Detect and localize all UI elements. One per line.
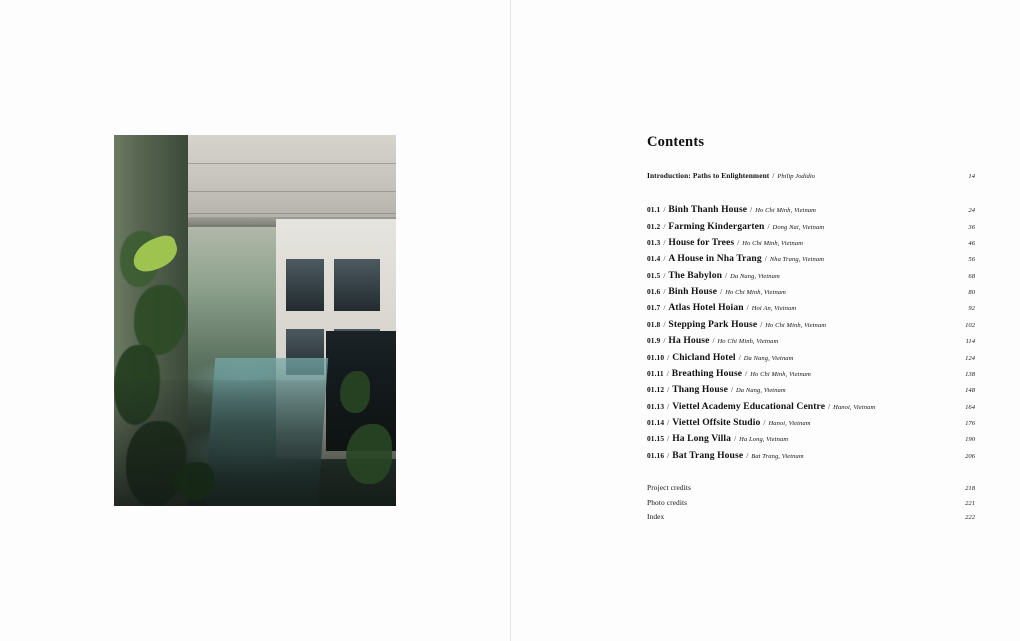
entry-title: Farming Kindergarten bbox=[668, 220, 765, 232]
entry-location: Da Nang, Vietnam bbox=[730, 272, 780, 280]
toc-row[interactable] bbox=[647, 417, 975, 429]
entry-title: Index bbox=[647, 512, 665, 522]
separator: / bbox=[738, 352, 741, 362]
separator: / bbox=[772, 171, 775, 180]
entry-location: Ho Chi Minh, Vietnam bbox=[750, 370, 811, 378]
shrub bbox=[346, 424, 392, 484]
entry-title: Breathing House bbox=[671, 367, 743, 379]
separator: / bbox=[663, 270, 666, 280]
separator: / bbox=[730, 385, 734, 395]
entry-title: Viettel Offsite Studio bbox=[672, 417, 761, 429]
page-number: 92 bbox=[968, 305, 975, 313]
separator: / bbox=[663, 319, 666, 329]
toc-row[interactable] bbox=[647, 384, 975, 396]
entry-title: Project credits bbox=[647, 483, 691, 493]
entry-title: Binh Thanh House bbox=[668, 204, 748, 216]
entry-location: Dong Nai, Vietnam bbox=[772, 223, 825, 231]
entry-title: Stepping Park House bbox=[668, 318, 758, 330]
entry-title: Ha House bbox=[668, 335, 710, 347]
entry-location: Da Nang, Vietnam bbox=[736, 387, 786, 395]
right-page bbox=[511, 0, 1020, 641]
entry-number: 01.12 bbox=[647, 385, 665, 395]
entry-title: Chicland Hotel bbox=[672, 351, 736, 363]
separator: / bbox=[737, 237, 740, 247]
entry-number: 01.14 bbox=[647, 418, 665, 428]
entry-location: Hanoi, Vietnam bbox=[768, 420, 811, 428]
toc-row[interactable] bbox=[647, 221, 975, 233]
separator: / bbox=[667, 434, 670, 444]
separator: / bbox=[663, 287, 666, 297]
separator: / bbox=[666, 368, 669, 378]
entry-title: The Babylon bbox=[668, 269, 723, 281]
entry-number: 01.9 bbox=[647, 336, 661, 346]
separator: / bbox=[667, 418, 670, 428]
separator: / bbox=[746, 450, 749, 460]
entry-number: 01.16 bbox=[647, 450, 665, 460]
separator: / bbox=[663, 205, 666, 215]
entry-location: Da Nang, Vietnam bbox=[743, 354, 794, 362]
entry-title: A House in Nha Trang bbox=[668, 253, 762, 265]
separator: / bbox=[663, 303, 666, 313]
entry-title: Binh House bbox=[668, 286, 718, 298]
page-number: 114 bbox=[965, 338, 975, 346]
separator: / bbox=[763, 418, 766, 428]
toc-row[interactable] bbox=[647, 368, 975, 380]
toc-entry-list bbox=[647, 204, 975, 462]
table-of-contents bbox=[647, 134, 975, 527]
separator: / bbox=[828, 401, 831, 411]
separator: / bbox=[767, 221, 770, 231]
page-number: 46 bbox=[968, 239, 975, 247]
entry-location: Nha Trang, Vietnam bbox=[769, 256, 825, 264]
entry-location: Hoi An, Vietnam bbox=[751, 305, 797, 313]
entry-number: 01.6 bbox=[647, 287, 661, 297]
page-number: 222 bbox=[965, 514, 975, 522]
separator: / bbox=[750, 205, 753, 215]
page-number: 80 bbox=[968, 289, 975, 297]
separator: / bbox=[667, 385, 670, 395]
entry-number: 01.2 bbox=[647, 221, 661, 231]
page-number: 164 bbox=[965, 403, 975, 411]
potted-plant bbox=[340, 371, 370, 413]
entry-number: 01.11 bbox=[647, 368, 664, 378]
page-number: 124 bbox=[965, 354, 975, 362]
toc-row[interactable] bbox=[647, 433, 975, 445]
separator: / bbox=[760, 319, 763, 329]
toc-row[interactable] bbox=[647, 270, 975, 282]
ground-cover bbox=[174, 462, 214, 500]
page-number: 148 bbox=[965, 387, 975, 395]
page-number: 176 bbox=[965, 420, 975, 428]
entry-number: 01.4 bbox=[647, 254, 661, 264]
toc-row[interactable] bbox=[647, 335, 975, 347]
photo-frame bbox=[114, 135, 396, 506]
toc-row-introduction[interactable] bbox=[647, 171, 975, 181]
separator: / bbox=[725, 270, 728, 280]
courtyard-house-photo bbox=[114, 135, 396, 506]
toc-row-back-matter[interactable] bbox=[647, 498, 975, 508]
toc-row-back-matter[interactable] bbox=[647, 512, 975, 522]
entry-number: 01.10 bbox=[647, 352, 665, 362]
separator: / bbox=[712, 336, 715, 346]
entry-location: Ho Chi Minh, Vietnam bbox=[742, 239, 804, 247]
entry-location: Ho Chi Minh, Vietnam bbox=[725, 289, 786, 297]
entry-location: Bat Trang, Vietnam bbox=[751, 452, 804, 460]
page-number: 36 bbox=[968, 223, 975, 231]
page-number: 24 bbox=[968, 207, 975, 215]
separator: / bbox=[663, 221, 666, 231]
toc-row[interactable] bbox=[647, 352, 975, 364]
entry-title: Photo credits bbox=[647, 497, 688, 507]
toc-row[interactable] bbox=[647, 450, 975, 462]
page-number: 138 bbox=[965, 370, 975, 378]
entry-location: Ho Chi Minh, Vietnam bbox=[717, 338, 779, 346]
page-number: 206 bbox=[965, 452, 975, 460]
page-number: 68 bbox=[968, 272, 975, 280]
introduction-label: Introduction: Paths to Enlightenment bbox=[647, 171, 770, 180]
entry-title: Atlas Hotel Hoian bbox=[668, 302, 744, 314]
entry-location: Ho Chi Minh, Vietnam bbox=[765, 321, 827, 329]
separator: / bbox=[720, 287, 723, 297]
separator: / bbox=[667, 450, 670, 460]
entry-title: Bat Trang House bbox=[672, 449, 744, 461]
separator: / bbox=[667, 352, 670, 362]
toc-row[interactable] bbox=[647, 204, 975, 216]
page-number: 190 bbox=[965, 436, 975, 444]
toc-row[interactable] bbox=[647, 237, 975, 249]
separator: / bbox=[745, 368, 748, 378]
introduction-author: Philip Jodidio bbox=[777, 173, 815, 180]
page-number: 14 bbox=[968, 173, 975, 180]
entry-title: Thang House bbox=[672, 384, 728, 396]
entry-number: 01.1 bbox=[647, 205, 661, 215]
entry-number: 01.3 bbox=[647, 237, 661, 247]
toc-row-back-matter[interactable] bbox=[647, 483, 975, 493]
page-number: 218 bbox=[965, 485, 975, 493]
entry-number: 01.13 bbox=[647, 401, 665, 411]
toc-row[interactable] bbox=[647, 401, 975, 413]
separator: / bbox=[663, 237, 666, 247]
page-number: 56 bbox=[968, 256, 975, 264]
separator: / bbox=[667, 401, 670, 411]
entry-location: Ho Chi Minh, Vietnam bbox=[755, 207, 816, 215]
separator: / bbox=[746, 303, 749, 313]
entry-number: 01.7 bbox=[647, 303, 661, 313]
back-matter-list bbox=[647, 483, 975, 522]
separator: / bbox=[734, 434, 737, 444]
entry-location: Ha Long, Vietnam bbox=[739, 436, 789, 444]
toc-row[interactable] bbox=[647, 253, 975, 265]
page-number: 221 bbox=[965, 499, 975, 507]
separator: / bbox=[663, 254, 666, 264]
entry-title: Ha Long Villa bbox=[672, 433, 732, 445]
toc-row[interactable] bbox=[647, 302, 975, 314]
separator: / bbox=[663, 336, 666, 346]
toc-row[interactable] bbox=[647, 286, 975, 298]
entry-number: 01.5 bbox=[647, 270, 661, 280]
entry-location: Hanoi, Vietnam bbox=[833, 403, 876, 411]
entry-number: 01.15 bbox=[647, 434, 665, 444]
toc-row[interactable] bbox=[647, 319, 975, 331]
page-title: Contents bbox=[647, 134, 705, 150]
entry-title: Viettel Academy Educational Centre bbox=[672, 400, 826, 412]
separator: / bbox=[764, 254, 767, 264]
entry-number: 01.8 bbox=[647, 319, 661, 329]
page-number: 102 bbox=[965, 321, 975, 329]
entry-title: House for Trees bbox=[668, 236, 735, 248]
